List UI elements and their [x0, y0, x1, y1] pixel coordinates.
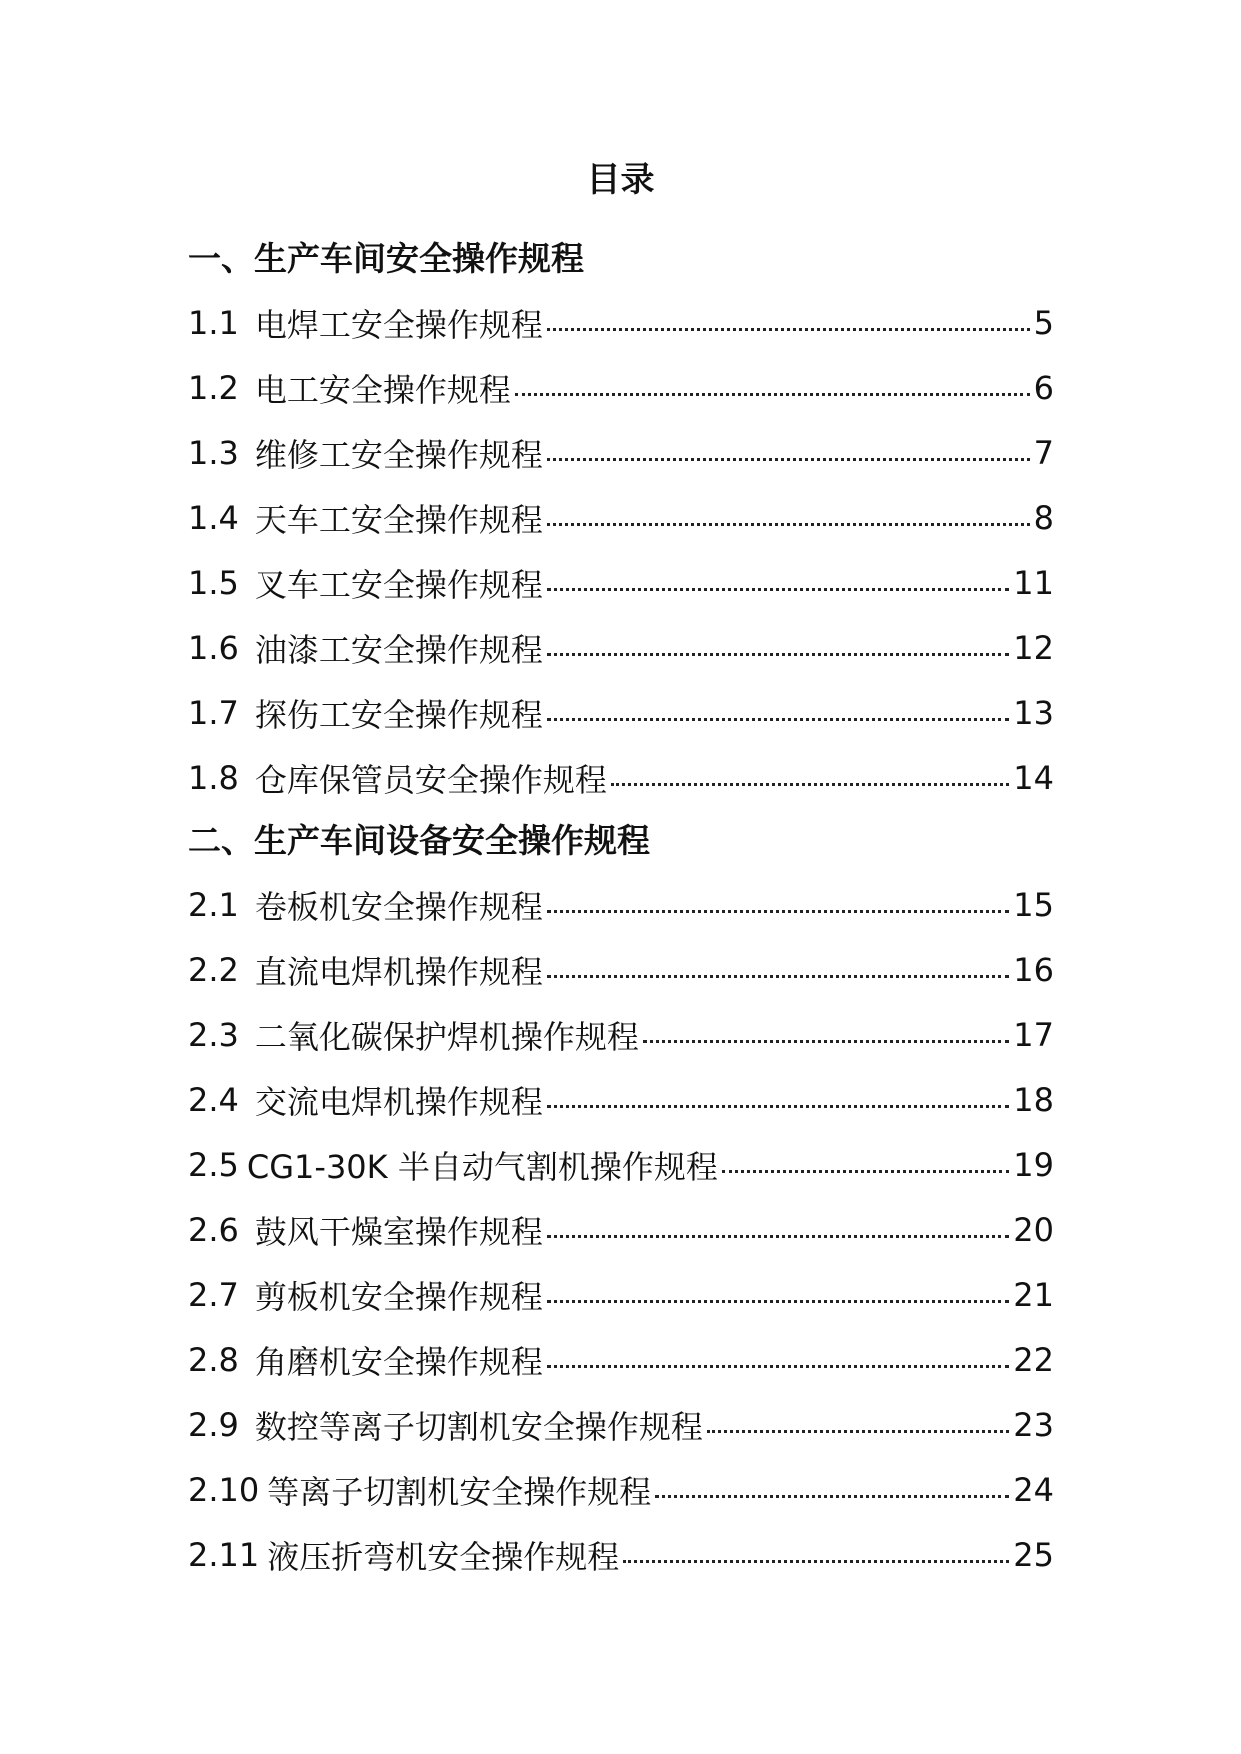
entry-page-number: 25 [1013, 1535, 1054, 1574]
dot-leader [547, 458, 1030, 461]
entry-label: 天车工安全操作规程 [254, 500, 543, 539]
toc-entry-1-3[interactable] [188, 420, 1054, 485]
entry-number: 2.11 [188, 1535, 260, 1574]
entry-label: 电工安全操作规程 [254, 370, 511, 409]
toc-entry-1-4[interactable] [188, 485, 1054, 550]
toc-title: 目录 [586, 160, 655, 200]
section-heading-1: 一、生产车间安全操作规程 [188, 239, 584, 278]
entry-page-number: 24 [1013, 1470, 1054, 1509]
entry-label: 二氧化碳保护焊机操作规程 [254, 1017, 639, 1056]
entry-number: 2.8 [188, 1340, 239, 1379]
entry-page-number: 7 [1033, 433, 1054, 472]
entry-page-number: 13 [1013, 693, 1054, 732]
dot-leader [611, 783, 1009, 786]
dot-leader [655, 1495, 1009, 1498]
entry-label: 交流电焊机操作规程 [254, 1082, 543, 1121]
entry-page-number: 18 [1013, 1080, 1054, 1119]
entry-label: CG1-30K 半自动气割机操作规程 [246, 1147, 718, 1186]
entry-label: 鼓风干燥室操作规程 [254, 1212, 543, 1251]
toc-entry-1-2[interactable] [188, 355, 1054, 420]
dot-leader [547, 328, 1030, 331]
entry-label: 等离子切割机安全操作规程 [267, 1472, 652, 1511]
entry-page-number: 22 [1013, 1340, 1054, 1379]
entry-number: 1.1 [188, 303, 239, 342]
entry-number: 2.6 [188, 1210, 239, 1249]
entry-label: 叉车工安全操作规程 [254, 565, 543, 604]
entry-label: 油漆工安全操作规程 [254, 630, 543, 669]
dot-leader [515, 393, 1030, 396]
toc-entry-2-2[interactable] [188, 937, 1054, 1002]
entry-page-number: 6 [1033, 368, 1054, 407]
toc-entry-2-4[interactable] [188, 1067, 1054, 1132]
entry-page-number: 16 [1013, 950, 1054, 989]
entry-label: 直流电焊机操作规程 [254, 952, 543, 991]
dot-leader [547, 910, 1009, 913]
entry-page-number: 5 [1033, 303, 1054, 342]
toc-entry-2-6[interactable] [188, 1197, 1054, 1262]
dot-leader [547, 588, 1009, 591]
entry-label: 仓库保管员安全操作规程 [254, 760, 607, 799]
dot-leader [643, 1040, 1009, 1043]
toc-entry-2-3[interactable] [188, 1002, 1054, 1067]
entry-page-number: 20 [1013, 1210, 1054, 1249]
dot-leader [722, 1170, 1009, 1173]
entry-page-number: 14 [1013, 758, 1054, 797]
entry-page-number: 11 [1013, 563, 1054, 602]
entry-page-number: 8 [1033, 498, 1054, 537]
section-heading-2: 二、生产车间设备安全操作规程 [188, 821, 650, 860]
entry-number: 1.3 [188, 433, 239, 472]
entry-label: 液压折弯机安全操作规程 [267, 1537, 620, 1576]
entry-number: 2.9 [188, 1405, 239, 1444]
toc-entry-2-11[interactable] [188, 1522, 1054, 1587]
toc-entry-1-8[interactable] [188, 745, 1054, 810]
entry-label: 数控等离子切割机安全操作规程 [254, 1407, 703, 1446]
entry-label: 维修工安全操作规程 [254, 435, 543, 474]
toc-entry-2-10[interactable] [188, 1457, 1054, 1522]
toc-entry-2-9[interactable] [188, 1392, 1054, 1457]
entry-number: 2.2 [188, 950, 239, 989]
entry-label: 探伤工安全操作规程 [254, 695, 543, 734]
entry-number: 2.3 [188, 1015, 239, 1054]
entry-number: 2.10 [188, 1470, 260, 1509]
dot-leader [547, 653, 1009, 656]
entry-number: 1.2 [188, 368, 239, 407]
table-of-contents [188, 228, 1054, 1587]
entry-number: 1.7 [188, 693, 239, 732]
dot-leader [547, 1105, 1009, 1108]
entry-number: 1.5 [188, 563, 239, 602]
entry-label: 电焊工安全操作规程 [254, 305, 543, 344]
dot-leader [547, 975, 1009, 978]
entry-number: 2.1 [188, 885, 239, 924]
dot-leader [547, 1300, 1009, 1303]
entry-number: 1.6 [188, 628, 239, 667]
entry-number: 1.8 [188, 758, 239, 797]
entry-number: 1.4 [188, 498, 239, 537]
entry-label: 卷板机安全操作规程 [254, 887, 543, 926]
dot-leader [547, 1365, 1009, 1368]
dot-leader [547, 1235, 1009, 1238]
entry-label: 角磨机安全操作规程 [254, 1342, 543, 1381]
toc-entry-1-6[interactable] [188, 615, 1054, 680]
toc-entry-2-8[interactable] [188, 1327, 1054, 1392]
dot-leader [707, 1430, 1009, 1433]
toc-entry-1-5[interactable] [188, 550, 1054, 615]
toc-entry-1-7[interactable] [188, 680, 1054, 745]
toc-entry-2-1[interactable] [188, 872, 1054, 937]
toc-entry-1-1[interactable] [188, 290, 1054, 355]
entry-number: 2.7 [188, 1275, 239, 1314]
entry-page-number: 12 [1013, 628, 1054, 667]
entry-number: 2.4 [188, 1080, 239, 1119]
entry-page-number: 17 [1013, 1015, 1054, 1054]
entry-page-number: 21 [1013, 1275, 1054, 1314]
entry-page-number: 15 [1013, 885, 1054, 924]
dot-leader [547, 523, 1030, 526]
entry-page-number: 23 [1013, 1405, 1054, 1444]
toc-entry-2-7[interactable] [188, 1262, 1054, 1327]
dot-leader [623, 1560, 1009, 1563]
toc-entry-2-5[interactable] [188, 1132, 1054, 1197]
entry-page-number: 19 [1013, 1145, 1054, 1184]
dot-leader [547, 718, 1009, 721]
entry-number: 2.5 [188, 1145, 239, 1184]
entry-label: 剪板机安全操作规程 [254, 1277, 543, 1316]
